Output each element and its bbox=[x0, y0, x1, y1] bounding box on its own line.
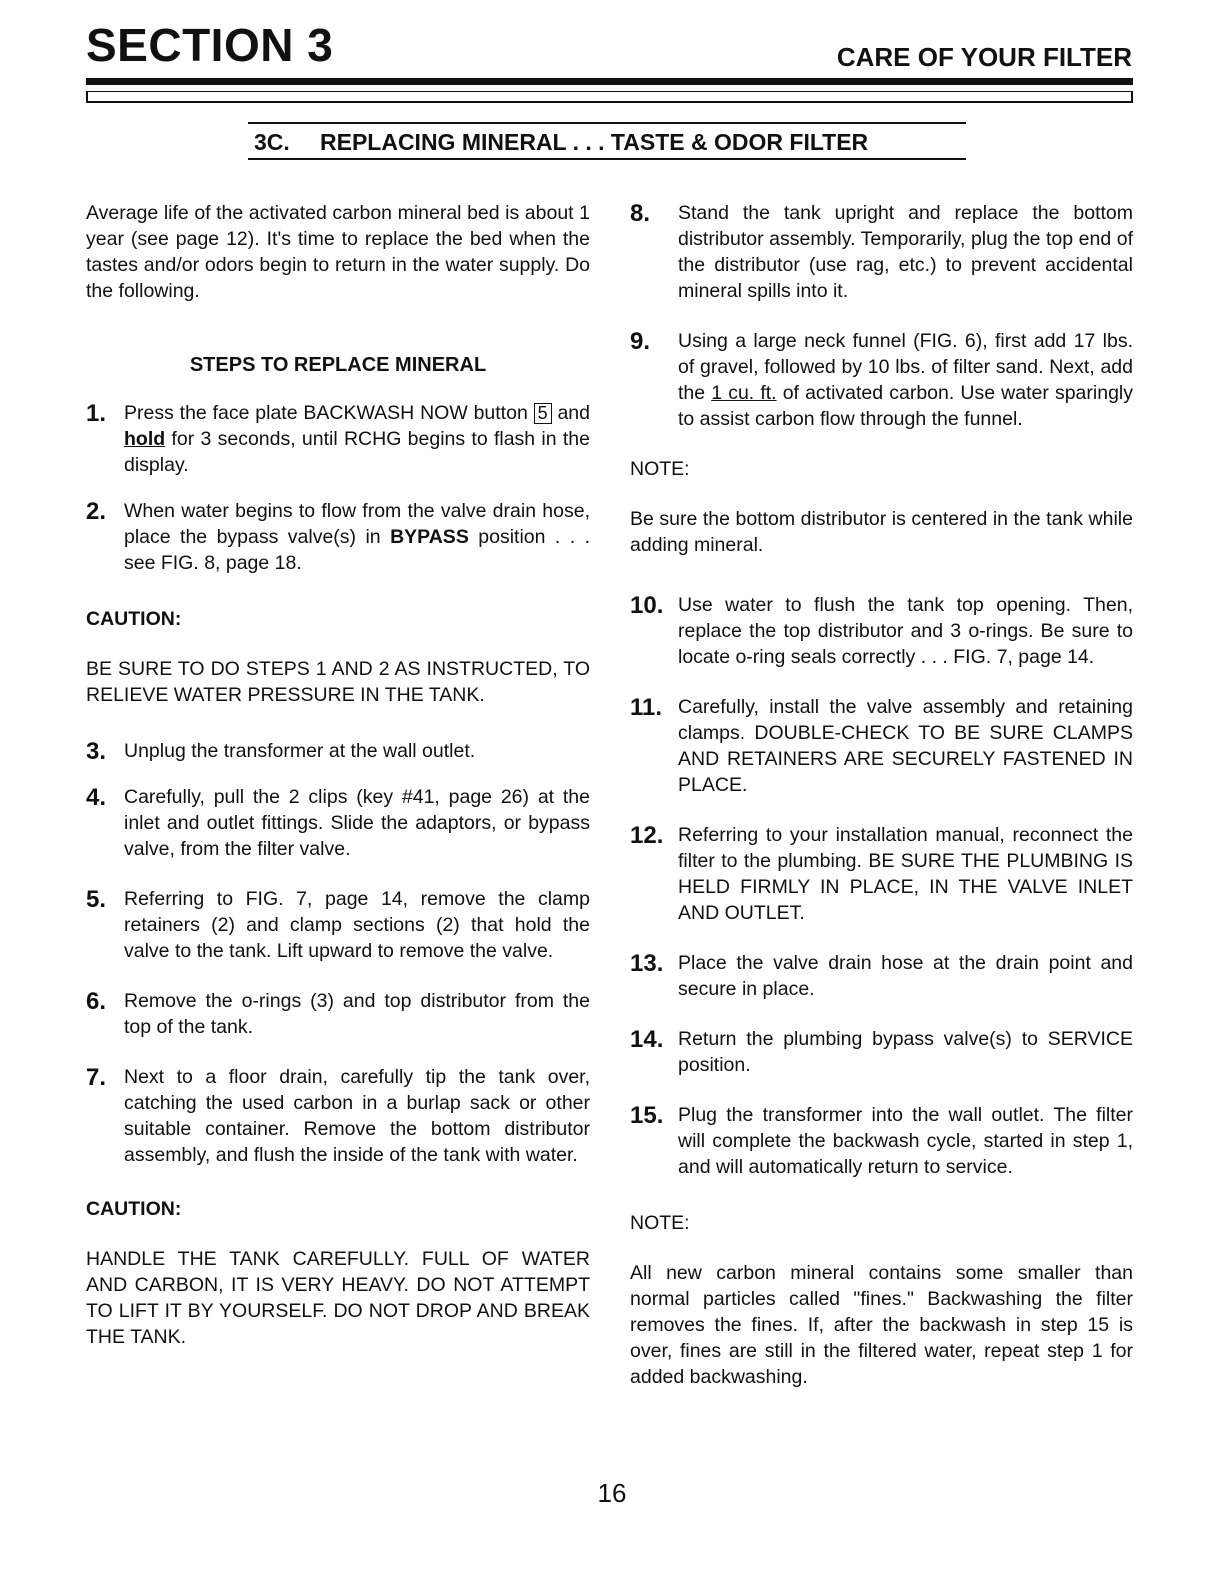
section-subtitle: CARE OF YOUR FILTER bbox=[836, 42, 1132, 72]
step-number: 1. bbox=[86, 400, 107, 427]
step-1 bbox=[86, 400, 590, 478]
step-text: Carefully, install the valve assembly and retaining clamps. DOUBLE-CHECK TO BE SURE CLAMPS AND RETAINERS ARE SECURELY FASTENED IN PLACE. bbox=[678, 696, 1133, 796]
caution-label: CAUTION: bbox=[86, 608, 182, 630]
bypass-emphasis: BYPASS bbox=[390, 526, 469, 548]
caution-label: CAUTION: bbox=[86, 1198, 182, 1220]
step-14 bbox=[630, 1026, 1133, 1078]
step-text: Referring to your installation manual, reconnect the filter to the plumbing. BE SURE THE PLUMBING IS HELD FIRMLY IN PLACE, IN THE VALVE INLET AND OUTLET. bbox=[678, 824, 1133, 924]
step-number: 10. bbox=[630, 592, 664, 619]
step-text: Use water to flush the tank top opening. Then, replace the top distributor and 3 o-rings. Be sure to locate o-ring seals correctly . . . FIG. 7, page 14. bbox=[678, 594, 1133, 668]
note-text: All new carbon mineral contains some smaller than normal particles called "fines." Backwashing the filter removes the fines. If, after the backwash in step 15 is over, fines are still in the filtered water, repeat step 1 for added backwashing. bbox=[630, 1262, 1133, 1388]
step-5 bbox=[86, 886, 590, 964]
intro-paragraph: Average life of the activated carbon mineral bed is about 1 year (see page 12). It's time to replace the bed when the tastes and/or odors begin to return in the water supply. Do the following. bbox=[86, 202, 590, 302]
subsection-title: REPLACING MINERAL . . . TASTE & ODOR FILTER bbox=[320, 129, 869, 155]
step-7 bbox=[86, 1064, 590, 1168]
header-rule-box bbox=[86, 91, 1133, 103]
left-column bbox=[86, 200, 590, 1350]
step-8 bbox=[630, 200, 1133, 304]
step-number: 14. bbox=[630, 1026, 664, 1053]
quantity-underlined: 1 cu. ft. bbox=[711, 382, 777, 404]
step-12 bbox=[630, 822, 1133, 926]
caution-text: BE SURE TO DO STEPS 1 AND 2 AS INSTRUCTED, TO RELIEVE WATER PRESSURE IN THE TANK. bbox=[86, 658, 590, 706]
step-text: Using a large neck funnel (FIG. 6), first add 17 lbs. of gravel, followed by 10 lbs. of filter sand. Next, add the bbox=[678, 330, 1133, 404]
step-text: position . . . see FIG. 8, page 18. bbox=[124, 526, 590, 574]
step-text: Carefully, pull the 2 clips (key #41, page 26) at the inlet and outlet fittings. Slide the adaptors, or bypass valve, from the filter valve. bbox=[124, 786, 590, 860]
header-rule bbox=[86, 78, 1133, 85]
button-5-key: 5 bbox=[534, 403, 552, 424]
step-6 bbox=[86, 988, 590, 1040]
step-number: 7. bbox=[86, 1064, 107, 1091]
step-3 bbox=[86, 738, 590, 764]
step-number: 9. bbox=[630, 328, 651, 355]
step-number: 3. bbox=[86, 738, 107, 765]
step-11 bbox=[630, 694, 1133, 798]
step-number: 11. bbox=[630, 694, 663, 721]
caution-text: HANDLE THE TANK CAREFULLY. FULL OF WATER AND CARBON, IT IS VERY HEAVY. DO NOT ATTEMPT TO LIFT IT BY YOURSELF. DO NOT DROP AND BREAK THE TANK. bbox=[86, 1248, 590, 1348]
page-number: 16 bbox=[597, 1478, 627, 1508]
hold-emphasis: hold bbox=[124, 428, 166, 450]
subsection-number: 3C. bbox=[254, 129, 290, 155]
step-text: Remove the o-rings (3) and top distributor from the top of the tank. bbox=[124, 990, 590, 1038]
step-text: and bbox=[551, 402, 590, 424]
note-label: NOTE: bbox=[630, 1212, 690, 1234]
step-2 bbox=[86, 498, 590, 576]
step-text: When water begins to flow from the valve drain hose, place the bypass valve(s) in bbox=[124, 500, 590, 548]
step-number: 2. bbox=[86, 498, 107, 525]
step-text: Return the plumbing bypass valve(s) to SERVICE position. bbox=[678, 1028, 1133, 1076]
steps-heading: STEPS TO REPLACE MINERAL bbox=[189, 354, 487, 376]
step-text: Place the valve drain hose at the drain point and secure in place. bbox=[678, 952, 1133, 1000]
step-text: Plug the transformer into the wall outlet. The filter will complete the backwash cycle, started in step 1, and will automatically return to service. bbox=[678, 1104, 1133, 1178]
step-text: for 3 seconds, until RCHG begins to flash in the display. bbox=[124, 428, 590, 476]
step-number: 12. bbox=[630, 822, 664, 849]
step-number: 6. bbox=[86, 988, 107, 1015]
step-text: Press the face plate BACKWASH NOW button bbox=[124, 402, 534, 424]
step-text: Next to a floor drain, carefully tip the tank over, catching the used carbon in a burlap sack or other suitable container. Remove the bottom distributor assembly, and flush the inside of the tank with water. bbox=[124, 1066, 590, 1166]
step-number: 4. bbox=[86, 784, 107, 811]
step-13 bbox=[630, 950, 1133, 1002]
step-text: Stand the tank upright and replace the bottom distributor assembly. Temporarily, plug the top end of the distributor (use rag, etc.) to prevent accidental mineral spills into it. bbox=[678, 202, 1133, 302]
step-10 bbox=[630, 592, 1133, 670]
step-number: 13. bbox=[630, 950, 664, 977]
subsection-heading bbox=[248, 122, 966, 160]
step-number: 8. bbox=[630, 200, 651, 227]
step-number: 15. bbox=[630, 1102, 664, 1129]
note-text: Be sure the bottom distributor is centered in the tank while adding mineral. bbox=[630, 508, 1133, 556]
step-number: 5. bbox=[86, 886, 107, 913]
step-4 bbox=[86, 784, 590, 862]
right-column bbox=[630, 200, 1133, 1390]
step-15 bbox=[630, 1102, 1133, 1180]
note-label: NOTE: bbox=[630, 458, 690, 480]
section-title: SECTION 3 bbox=[86, 19, 334, 71]
step-text: of activated carbon. Use water sparingly to assist carbon flow through the funnel. bbox=[678, 382, 1134, 430]
step-text: Referring to FIG. 7, page 14, remove the clamp retainers (2) and clamp sections (2) that hold the valve to the tank. Lift upward to remove the valve. bbox=[124, 888, 590, 962]
step-text: Unplug the transformer at the wall outlet. bbox=[124, 740, 476, 762]
step-9 bbox=[630, 328, 1133, 432]
